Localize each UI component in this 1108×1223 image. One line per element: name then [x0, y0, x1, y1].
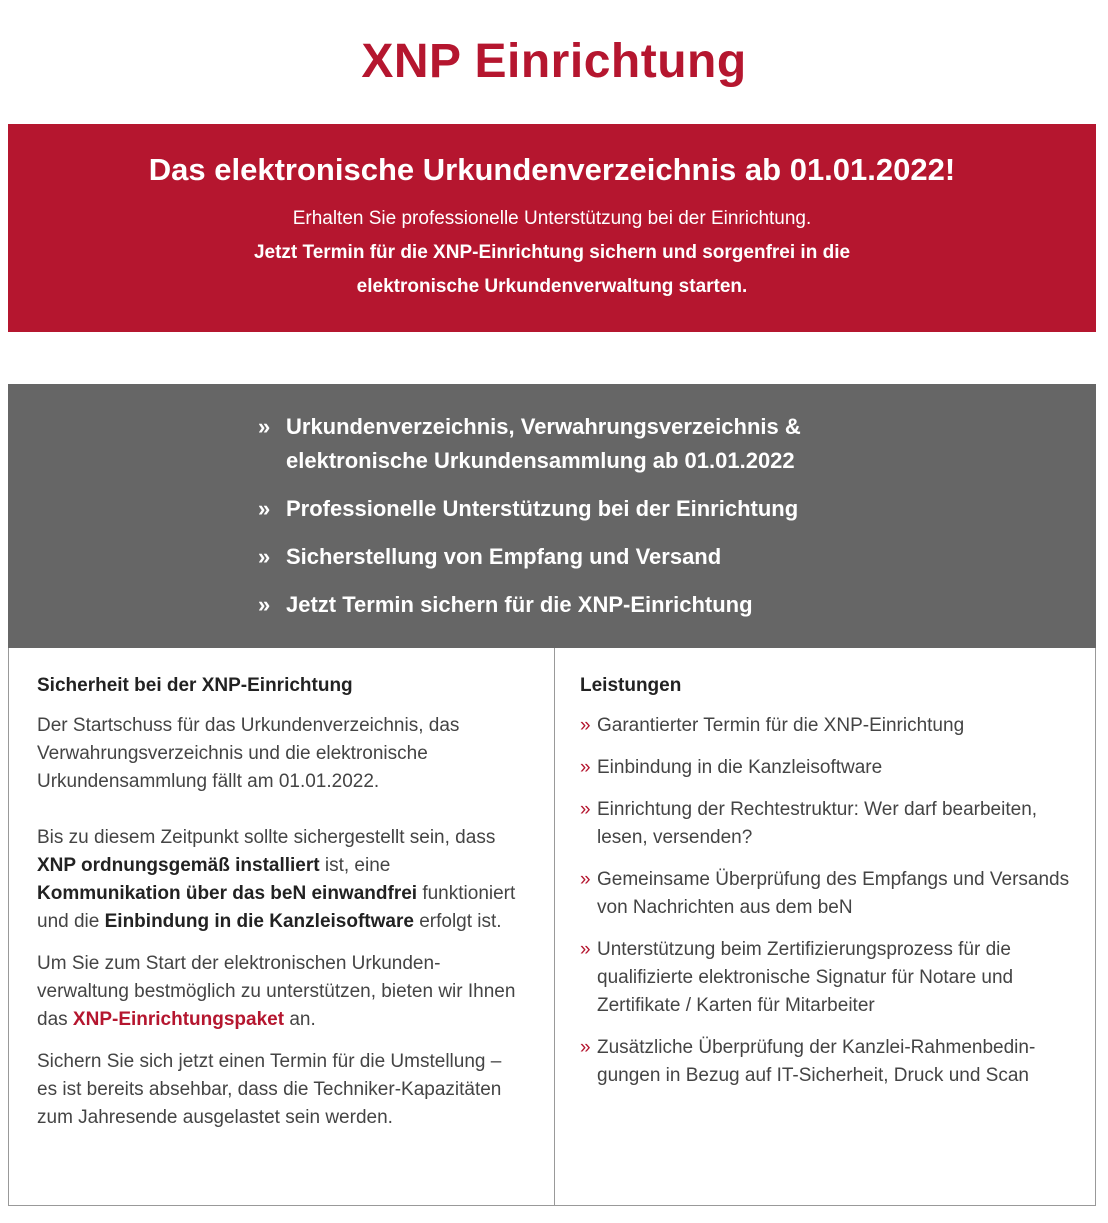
column-divider	[554, 648, 555, 1205]
chevron-right-icon: »	[580, 939, 591, 960]
service-item	[580, 1034, 1080, 1090]
highlight-text: Urkundenverzeichnis, Verwahrungsverzeichnis & elektronische Urkundensammlung ab 01.01.2022	[286, 414, 801, 473]
highlights-box	[8, 384, 1096, 648]
service-text: Einrichtung der Rechtestruktur: Wer darf bearbeiten, lesen, versenden?	[597, 799, 1038, 848]
services-column	[580, 672, 1080, 1104]
security-column	[37, 672, 517, 1146]
page-title: XNP Einrichtung	[361, 35, 747, 88]
highlight-item	[258, 410, 898, 478]
chevron-right-icon: »	[258, 414, 271, 439]
service-text: Unterstützung beim Zertifizierungsprozess für die qualifizierte elektronische Signatur für Notare und Zertifikate / Karten für Mitarbeiter	[597, 939, 1014, 1016]
highlight-item	[258, 540, 898, 574]
highlight-text: Jetzt Termin sichern für die XNP-Einrichtung	[286, 592, 753, 617]
intro-paragraph: Der Startschuss für das Urkundenverzeichnis, das Verwahrungsverzeichnis und die elektronische Urkundensammlung fällt am 01.01.2022.	[37, 715, 460, 792]
highlight-text: Professionelle Unterstützung bei der Einrichtung	[286, 496, 799, 521]
service-text: Einbindung in die Kanzleisoftware	[597, 757, 883, 778]
banner-subline: Erhalten Sie professionelle Unterstützung bei der Einrichtung.	[292, 208, 812, 229]
service-item	[580, 754, 1080, 782]
package-link[interactable]: XNP-Einrichtungspaket	[72, 1009, 285, 1030]
services-heading: Leistungen	[580, 675, 682, 696]
chevron-right-icon: »	[258, 544, 271, 569]
service-item	[580, 936, 1080, 1020]
chevron-right-icon: »	[580, 1037, 591, 1058]
highlight-text: Sicherstellung von Empfang und Versand	[286, 544, 722, 569]
service-item	[580, 866, 1080, 922]
banner-cta-text: Jetzt Termin für die XNP-Einrichtung sichern und sorgenfrei in die elektronische Urkundenverwaltung starten.	[253, 242, 851, 297]
highlights-list	[258, 410, 898, 636]
chevron-right-icon: »	[258, 496, 271, 521]
service-item	[580, 796, 1080, 852]
chevron-right-icon: »	[580, 757, 591, 778]
requirements-paragraph: Bis zu diesem Zeitpunkt sollte sichergestellt sein, dass XNP ordnungsgemäß installiert ist, eine Kommunikation über das beN einwandfrei funktioniert und die Einbindung in die Kanzleisoftware erfolgt ist.	[37, 827, 516, 932]
promo-banner	[8, 124, 1096, 332]
service-item	[580, 712, 1080, 740]
service-text: Gemeinsame Überprüfung des Empfangs und Versands von Nachrichten aus dem beN	[597, 869, 1070, 918]
highlight-item	[258, 588, 898, 622]
service-text: Garantierter Termin für die XNP-Einrichtung	[597, 715, 965, 736]
highlight-item	[258, 492, 898, 526]
chevron-right-icon: »	[580, 715, 591, 736]
security-heading: Sicherheit bei der XNP-Einrichtung	[37, 675, 353, 696]
chevron-right-icon: »	[580, 869, 591, 890]
content-columns	[8, 648, 1096, 1206]
banner-headline: Das elektronische Urkundenverzeichnis ab 01.01.2022!	[148, 152, 956, 187]
appointment-paragraph: Sichern Sie sich jetzt einen Termin für die Umstellung – es ist bereits absehbar, dass die Techniker-Kapazitäten zum Jahresende ausgelastet sein werden.	[37, 1051, 502, 1128]
offer-paragraph: Um Sie zum Start der elektronischen Urkundenverwaltung bestmöglich zu unterstützen, bieten wir Ihnen das XNP-Einrichtungspaket an.	[37, 953, 516, 1030]
chevron-right-icon: »	[580, 799, 591, 820]
services-list	[580, 712, 1080, 1090]
service-text: Zusätzliche Überprüfung der Kanzlei-Rahmenbedingungen in Bezug auf IT-Sicherheit, Druck und Scan	[597, 1037, 1036, 1086]
chevron-right-icon: »	[258, 592, 271, 617]
